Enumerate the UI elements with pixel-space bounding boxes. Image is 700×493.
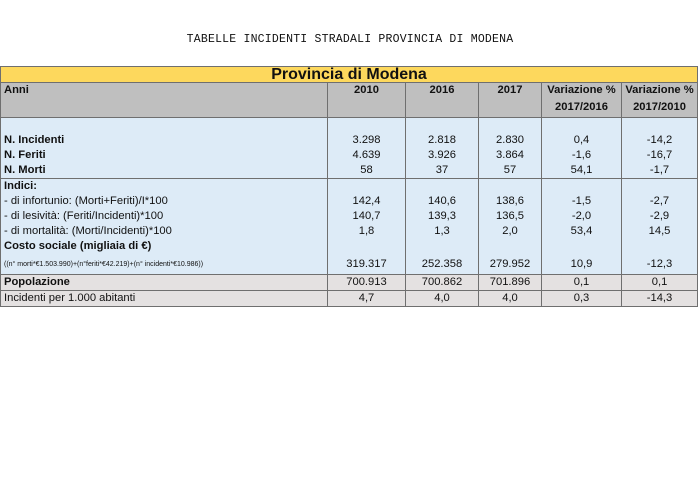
table-row-morti: N. Morti 58 37 57 54,1 -1,7 [1,163,698,179]
province-heading: Provincia di Modena [1,67,698,83]
header-row-2 [1,98,698,118]
header-2017: 2017 [479,83,542,99]
table-row-costo-heading [1,239,698,254]
table-row-indici-heading [1,179,698,195]
header-anni: Anni [1,83,328,99]
row-label: Incidenti per 1.000 abitanti [1,291,328,307]
row-label: N. Incidenti [1,133,328,148]
table-row-lesivita: - di lesività: (Feriti/Incidenti)*100 140,7 139,3 136,5 -2,0 -2,9 [1,209,698,224]
header-variazione-2017-2016: Variazione % [542,83,622,99]
indici-label: Indici: [1,179,328,195]
row-label: N. Feriti [1,148,328,163]
document-title: TABELLE INCIDENTI STRADALI PROVINCIA DI MODENA [186,33,514,46]
table-row-incidenti: N. Incidenti 3.298 2.818 2.830 0,4 -14,2 [1,133,698,148]
header-2010: 2010 [328,83,406,99]
row-label: N. Morti [1,163,328,179]
header-period-2017-2016: 2017/2016 [542,98,622,118]
row-label: - di lesività: (Feriti/Incidenti)*100 [1,209,328,224]
header-period-2017-2010: 2017/2010 [622,98,698,118]
table-row-mortalita: - di mortalità: (Morti/Incidenti)*100 1,8 1,3 2,0 53,4 14,5 [1,224,698,239]
province-heading-row [1,67,698,83]
row-label: - di infortunio: (Morti+Feriti)/I*100 [1,194,328,209]
header-variazione-2017-2010: Variazione % [622,83,698,99]
costo-label: Costo sociale (migliaia di €) [1,239,328,254]
accidents-table [0,66,698,307]
table-row-infortunio: - di infortunio: (Morti+Feriti)/I*100 142,4 140,6 138,6 -1,5 -2,7 [1,194,698,209]
header-row [1,83,698,99]
table-row-costo: ((n° morti*€1.503.990)+(n°feriti*€42.219)+(n° incidenti*€10.986)) 319.317 252.358 279.952 10,9 -12,3 [1,254,698,275]
row-label: - di mortalità: (Morti/Incidenti)*100 [1,224,328,239]
row-label: Popolazione [1,275,328,291]
table-row-feriti: N. Feriti 4.639 3.926 3.864 -1,6 -16,7 [1,148,698,163]
table-row-incidenti-abitanti: Incidenti per 1.000 abitanti 4,7 4,0 4,0 0,3 -14,3 [1,291,698,307]
costo-formula: ((n° morti*€1.503.990)+(n°feriti*€42.219)+(n° incidenti*€10.986)) [4,261,204,268]
table-row-popolazione: Popolazione 700.913 700.862 701.896 0,1 0,1 [1,275,698,291]
header-2016: 2016 [406,83,479,99]
